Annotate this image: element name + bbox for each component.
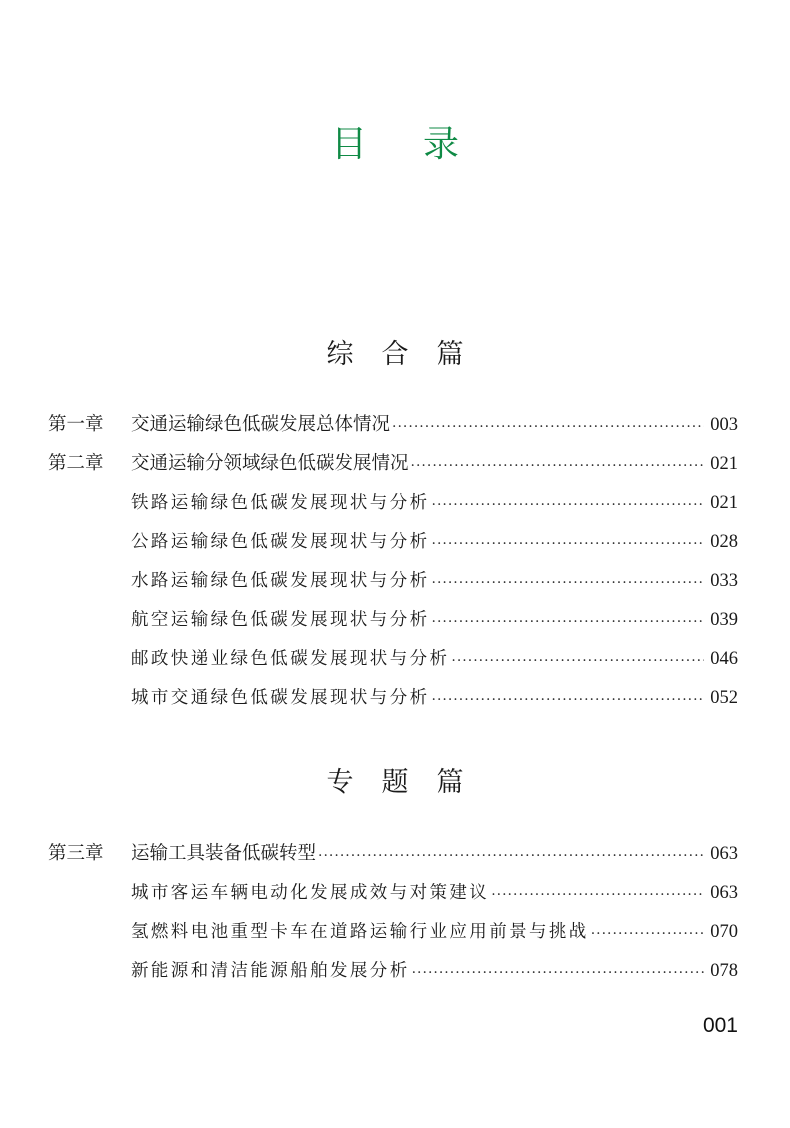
toc-entry[interactable] — [0, 958, 790, 997]
toc-list-comprehensive — [0, 412, 790, 724]
toc-entry[interactable] — [0, 841, 790, 880]
entry-title: 交通运输绿色低碳发展总体情况 — [131, 414, 391, 435]
entry-page: 028 — [710, 532, 738, 552]
entry-title: 城市交通绿色低碳发展现状与分析 — [131, 688, 430, 708]
leader-dots — [591, 923, 705, 945]
leader-dots — [318, 845, 704, 867]
toc-entry[interactable] — [0, 412, 790, 451]
leader-dots — [411, 455, 705, 477]
toc-entry[interactable] — [0, 490, 790, 529]
section-title-comprehensive: 综合篇 — [326, 339, 492, 370]
leader-dots — [432, 611, 705, 633]
entry-page: 021 — [710, 454, 738, 474]
section-title-special-topics: 专题篇 — [326, 767, 492, 798]
leader-dots — [432, 533, 705, 555]
leader-dots — [451, 650, 704, 672]
entry-page: 063 — [710, 883, 738, 903]
chapter-number: 第三章 — [48, 843, 104, 864]
toc-entry[interactable] — [0, 646, 790, 685]
toc-entry[interactable] — [0, 685, 790, 724]
entry-title: 水路运输绿色低碳发展现状与分析 — [131, 571, 430, 591]
entry-title: 铁路运输绿色低碳发展现状与分析 — [131, 493, 430, 513]
toc-entry[interactable] — [0, 568, 790, 607]
entry-title: 城市客运车辆电动化发展成效与对策建议 — [131, 883, 490, 903]
entry-page: 021 — [710, 493, 738, 513]
page-title: 目录 — [330, 124, 515, 166]
entry-title: 公路运输绿色低碳发展现状与分析 — [131, 532, 430, 552]
entry-page: 052 — [710, 688, 738, 708]
chapter-number: 第二章 — [48, 453, 104, 474]
entry-page: 033 — [710, 571, 738, 591]
entry-title: 邮政快递业绿色低碳发展现状与分析 — [131, 649, 450, 669]
entry-title: 航空运输绿色低碳发展现状与分析 — [131, 610, 430, 630]
entry-page: 003 — [710, 415, 738, 435]
entry-page: 039 — [710, 610, 738, 630]
leader-dots — [432, 689, 705, 711]
toc-entry[interactable] — [0, 529, 790, 568]
entry-page: 063 — [710, 844, 738, 864]
toc-entry[interactable] — [0, 919, 790, 958]
chapter-number: 第一章 — [48, 414, 104, 435]
leader-dots — [412, 962, 705, 984]
leader-dots — [491, 884, 704, 906]
entry-page: 078 — [710, 961, 738, 981]
entry-page: 070 — [710, 922, 738, 942]
page-number: 001 — [702, 1014, 738, 1037]
leader-dots — [432, 494, 705, 516]
entry-page: 046 — [710, 649, 738, 669]
entry-title: 运输工具装备低碳转型 — [131, 843, 317, 864]
toc-entry[interactable] — [0, 880, 790, 919]
leader-dots — [432, 572, 705, 594]
toc-entry[interactable] — [0, 451, 790, 490]
toc-list-special-topics — [0, 841, 790, 997]
entry-title: 新能源和清洁能源船舶发展分析 — [131, 961, 410, 981]
leader-dots — [392, 416, 704, 438]
toc-entry[interactable] — [0, 607, 790, 646]
entry-title: 氢燃料电池重型卡车在道路运输行业应用前景与挑战 — [131, 922, 589, 942]
entry-title: 交通运输分领域绿色低碳发展情况 — [131, 453, 409, 474]
